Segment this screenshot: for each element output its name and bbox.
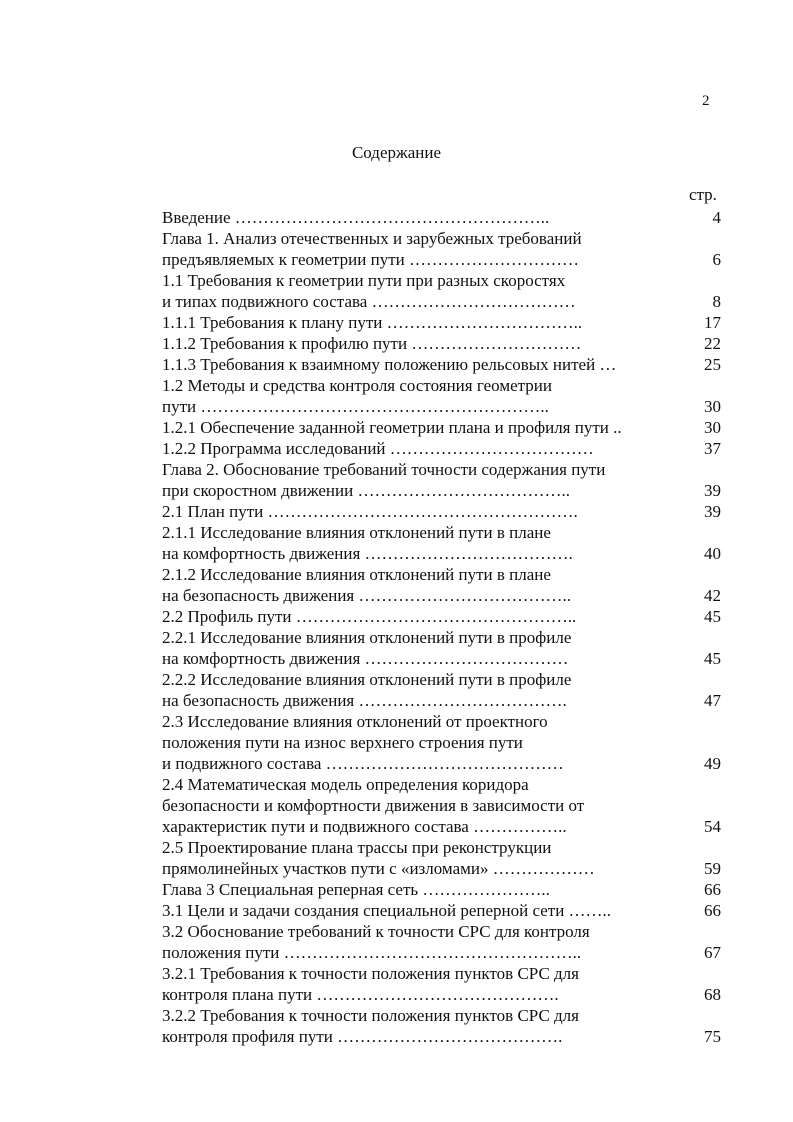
toc-entry-page: 4: [712, 208, 721, 227]
toc-entry-text: Введение ………………………………………………..: [162, 208, 550, 227]
toc-entry-page: 45: [704, 649, 721, 668]
page-column-header: стр.: [689, 185, 717, 204]
toc-entry-text: предъявляемых к геометрии пути …………………………: [162, 250, 579, 269]
toc-entry: [162, 627, 726, 648]
table-of-contents: [162, 207, 726, 1047]
toc-entry-text: 1.1.3 Требования к взаимному положению рельсовых нитей …: [162, 355, 617, 374]
toc-entry: [162, 459, 726, 480]
page-title: Содержание: [351, 143, 442, 162]
toc-entry-page: 47: [704, 691, 721, 710]
toc-entry-page: 42: [704, 586, 721, 605]
toc-entry: [162, 417, 726, 438]
toc-entry-text: контроля профиля пути ………………………………….: [162, 1027, 563, 1046]
toc-entry: [162, 1026, 726, 1047]
toc-entry: [162, 438, 726, 459]
toc-entry: [162, 1005, 726, 1026]
toc-entry-text: Глава 2. Обоснование требований точности содержания пути: [162, 460, 606, 479]
toc-entry-text: 2.1 План пути ……………………………………………….: [162, 502, 578, 521]
toc-entry-text: на безопасность движения ………………………………..: [162, 586, 571, 605]
toc-entry-text: на безопасность движения ……………………………….: [162, 691, 567, 710]
toc-entry: [162, 522, 726, 543]
toc-entry: [162, 858, 726, 879]
toc-entry-text: 2.3 Исследование влияния отклонений от проектного: [162, 712, 548, 731]
toc-entry-page: 39: [704, 481, 721, 500]
toc-entry-text: положения пути на износ верхнего строения пути: [162, 733, 523, 752]
toc-entry: [162, 228, 726, 249]
toc-entry-page: 67: [704, 943, 721, 962]
toc-entry: [162, 585, 726, 606]
toc-entry-text: характеристик пути и подвижного состава ……………..: [162, 817, 567, 836]
toc-entry-text: положения пути ……………………………………………..: [162, 943, 582, 962]
toc-entry: [162, 879, 726, 900]
toc-entry-text: на комфортность движения ………………………………: [162, 649, 569, 668]
toc-entry-text: контроля плана пути …………………………………….: [162, 985, 559, 1004]
page-number: 2: [702, 93, 710, 109]
toc-entry-text: 1.1.1 Требования к плану пути ……………………………..: [162, 313, 583, 332]
toc-entry-text: 3.2 Обоснование требований к точности СРС для контроля: [162, 922, 590, 941]
toc-entry: [162, 816, 726, 837]
toc-entry: [162, 900, 726, 921]
toc-entry-page: 40: [704, 544, 721, 563]
toc-entry: [162, 795, 726, 816]
toc-entry-page: 37: [704, 439, 721, 458]
toc-entry-text: Глава 1. Анализ отечественных и зарубежных требований: [162, 229, 582, 248]
toc-entry-page: 17: [704, 313, 721, 332]
toc-entry-text: 3.2.1 Требования к точности положения пунктов СРС для: [162, 964, 579, 983]
toc-entry: [162, 984, 726, 1005]
toc-entry: [162, 249, 726, 270]
toc-entry-page: 22: [704, 334, 721, 353]
toc-entry: [162, 354, 726, 375]
toc-entry: [162, 333, 726, 354]
toc-entry: [162, 312, 726, 333]
toc-entry-page: 66: [704, 880, 721, 899]
toc-entry-text: 1.2.2 Программа исследований ………………………………: [162, 439, 594, 458]
toc-entry-text: Глава 3 Специальная реперная сеть …………………..: [162, 880, 550, 899]
toc-entry: [162, 774, 726, 795]
toc-entry: [162, 837, 726, 858]
toc-entry: [162, 543, 726, 564]
toc-entry-text: 1.1.2 Требования к профилю пути …………………………: [162, 334, 582, 353]
toc-entry-page: 39: [704, 502, 721, 521]
toc-entry-page: 66: [704, 901, 721, 920]
toc-entry: [162, 711, 726, 732]
toc-entry-text: и подвижного состава ……………………………………: [162, 754, 564, 773]
toc-entry-page: 6: [712, 250, 721, 269]
toc-entry-page: 30: [704, 418, 721, 437]
toc-entry-text: 3.1 Цели и задачи создания специальной реперной сети ……..: [162, 901, 612, 920]
toc-entry: [162, 606, 726, 627]
toc-entry-text: прямолинейных участков пути с «изломами» ………………: [162, 859, 595, 878]
toc-entry: [162, 480, 726, 501]
toc-entry: [162, 291, 726, 312]
toc-entry: [162, 396, 726, 417]
toc-entry-text: безопасности и комфортности движения в зависимости от: [162, 796, 585, 815]
toc-entry: [162, 375, 726, 396]
toc-entry-text: и типах подвижного состава ………………………………: [162, 292, 576, 311]
toc-entry: [162, 648, 726, 669]
toc-entry: [162, 501, 726, 522]
toc-entry-text: 1.1 Требования к геометрии пути при разных скоростях: [162, 271, 566, 290]
toc-entry-text: 2.5 Проектирование плана трассы при реконструкции: [162, 838, 552, 857]
toc-entry: [162, 564, 726, 585]
toc-entry-page: 8: [712, 292, 721, 311]
toc-entry: [162, 921, 726, 942]
toc-entry-page: 25: [704, 355, 721, 374]
toc-entry: [162, 270, 726, 291]
toc-entry: [162, 942, 726, 963]
toc-entry-text: 1.2.1 Обеспечение заданной геометрии плана и профиля пути ..: [162, 418, 622, 437]
toc-entry: [162, 669, 726, 690]
toc-entry-text: 2.1.1 Исследование влияния отклонений пути в плане: [162, 523, 551, 542]
toc-entry-page: 68: [704, 985, 721, 1004]
toc-entry: [162, 207, 726, 228]
toc-entry-page: 49: [704, 754, 721, 773]
toc-entry-text: 2.2 Профиль пути …………………………………………..: [162, 607, 577, 626]
toc-entry-text: пути ……………………………………………………..: [162, 397, 549, 416]
toc-entry-page: 30: [704, 397, 721, 416]
toc-entry-page: 54: [704, 817, 721, 836]
toc-entry: [162, 963, 726, 984]
toc-entry-text: при скоростном движении ………………………………..: [162, 481, 570, 500]
toc-entry-text: 2.4 Математическая модель определения коридора: [162, 775, 529, 794]
toc-entry: [162, 732, 726, 753]
toc-entry-text: 3.2.2 Требования к точности положения пунктов СРС для: [162, 1006, 579, 1025]
toc-entry-text: 1.2 Методы и средства контроля состояния геометрии: [162, 376, 552, 395]
toc-entry-text: 2.2.1 Исследование влияния отклонений пути в профиле: [162, 628, 572, 647]
toc-entry: [162, 690, 726, 711]
toc-entry-page: 75: [704, 1027, 721, 1046]
toc-entry-text: 2.1.2 Исследование влияния отклонений пути в плане: [162, 565, 551, 584]
toc-entry-text: 2.2.2 Исследование влияния отклонений пути в профиле: [162, 670, 572, 689]
toc-entry: [162, 753, 726, 774]
toc-entry-page: 59: [704, 859, 721, 878]
toc-entry-text: на комфортность движения ……………………………….: [162, 544, 573, 563]
toc-entry-page: 45: [704, 607, 721, 626]
